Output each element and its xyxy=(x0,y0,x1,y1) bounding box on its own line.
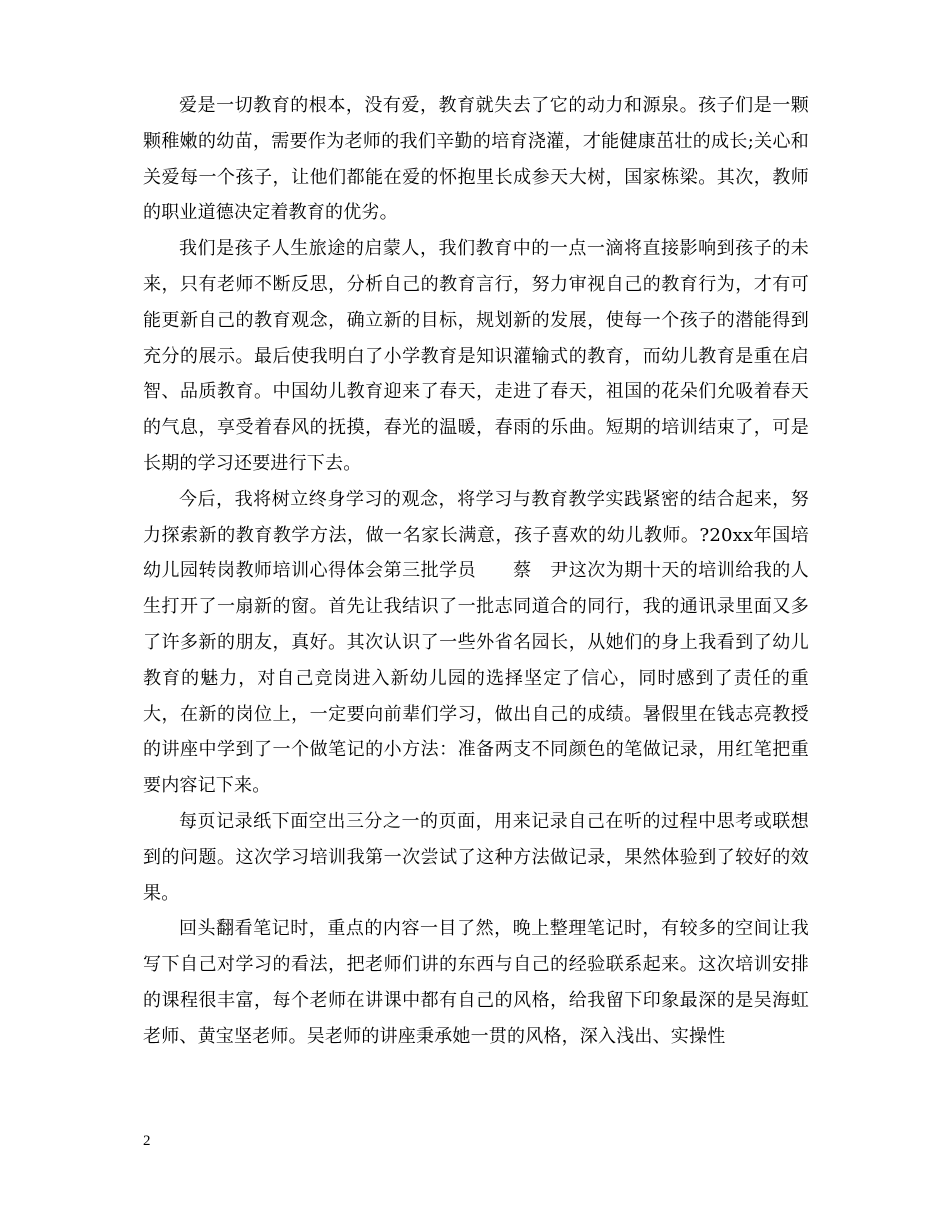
paragraph-1: 爱是一切教育的根本，没有爱，教育就失去了它的动力和源泉。孩子们是一颗颗稚嫩的幼苗，需要作为老师的我们辛勤的培育浇灌，才能健康茁壮的成长;关心和关爱每一个孩子，让他们都能在爱的怀抱里长成参天大树，国家栋梁。其次，教师的职业道德决定着教育的优劣。 xyxy=(143,95,809,224)
page-number: 2 xyxy=(143,1133,151,1149)
paragraph-4: 每页记录纸下面空出三分之一的页面，用来记录自己在听的过程中思考或联想到的问题。这次学习培训我第一次尝试了这种方法做记录，果然体验到了较好的效果。 xyxy=(143,810,809,904)
document-body xyxy=(143,88,809,1055)
paragraph-2: 我们是孩子人生旅途的启蒙人，我们教育中的一点一滴将直接影响到孩子的未来，只有老师不断反思，分析自己的教育言行，努力审视自己的教育行为，才有可能更新自己的教育观念，确立新的目标，规划新的发展，使每一个孩子的潜能得到充分的展示。最后使我明白了小学教育是知识灌输式的教育，而幼儿教育是重在启智、品质教育。中国幼儿教育迎来了春天，走进了春天，祖国的花朵们允吸着春天的气息，享受着春风的抚摸，春光的温暖，春雨的乐曲。短期的培训结束了，可是长期的学习还要进行下去。 xyxy=(143,238,809,474)
paragraph-3: 今后，我将树立终身学习的观念，将学习与教育教学实践紧密的结合起来，努力探索新的教育教学方法，做一名家长满意，孩子喜欢的幼儿教师。?20xx年国培幼儿园转岗教师培训心得体会第三批学员 蔡 尹这次为期十天的培训给我的人生打开了一扇新的窗。首先让我结识了一批志同道合的同行，我的通讯录里面又多了许多新的朋友，真好。其次认识了一些外省名园长，从她们的身上我看到了幼儿教育的魅力，对自己竞岗进入新幼儿园的选择坚定了信心，同时感到了责任的重大，在新的岗位上，一定要向前辈们学习，做出自己的成绩。暑假里在钱志亮教授的讲座中学到了一个做笔记的小方法：准备两支不同颜色的笔做记录，用红笔把重要内容记下来。 xyxy=(143,488,809,797)
paragraph-5: 回头翻看笔记时，重点的内容一目了然，晚上整理笔记时，有较多的空间让我写下自己对学习的看法，把老师们讲的东西与自己的经验联系起来。这次培训安排的课程很丰富，每个老师在讲课中都有自己的风格，给我留下印象最深的是吴海虹老师、黄宝坚老师。吴老师的讲座秉承她一贯的风格，深入浅出、实操性 xyxy=(143,918,809,1047)
